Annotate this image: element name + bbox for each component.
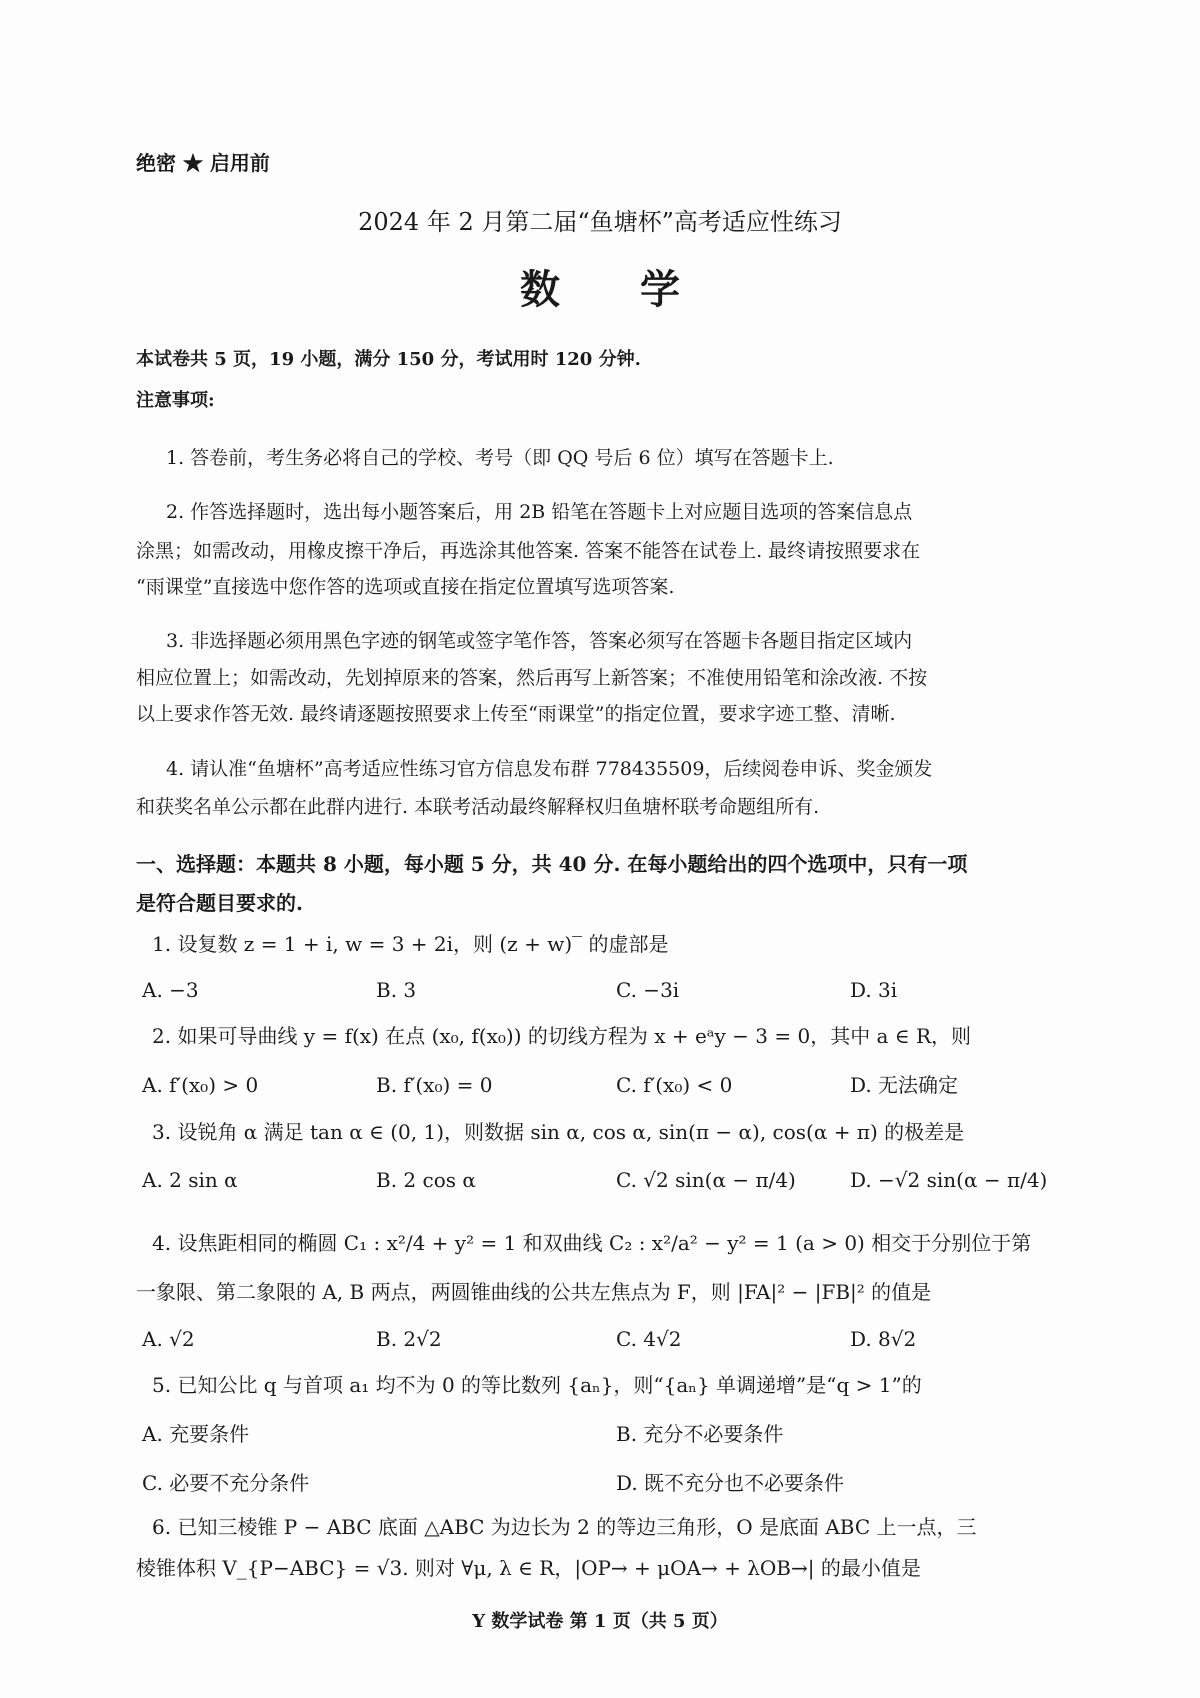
notice-line: 1. 答卷前，考生务必将自己的学校、考号（即 QQ 号后 6 位）填写在答题卡上.	[166, 447, 834, 469]
answer-option: D. 无法确定	[850, 1073, 959, 1097]
question-stem: 棱锥体积 V_{P−ABC} = √3. 则对 ∀μ, λ ∈ R，|OP→ + μOA→ + λOB→| 的最小值是	[136, 1556, 921, 1580]
answer-option: B. f′(x₀) = 0	[376, 1073, 493, 1097]
intro: 本试卷共 5 页，19 小题，满分 150 分，考试用时 120 分钟.	[136, 349, 641, 370]
question-stem: 3. 设锐角 α 满足 tan α ∈ (0, 1)，则数据 sin α, cos α, sin(π − α), cos(α + π) 的极差是	[152, 1120, 965, 1144]
section-heading: 一、选择题：本题共 8 小题，每小题 5 分，共 40 分. 在每小题给出的四个选项中，只有一项	[136, 852, 968, 876]
question-stem: 2. 如果可导曲线 y = f(x) 在点 (x₀, f(x₀)) 的切线方程为 x + eᵃy − 3 = 0，其中 a ∈ R，则	[152, 1024, 972, 1048]
answer-option: D. −√2 sin(α − π/4)	[850, 1168, 1048, 1192]
section-heading: 是符合题目要求的.	[136, 891, 303, 915]
answer-option: C. f′(x₀) < 0	[616, 1073, 733, 1097]
subject-title: 数 学	[520, 266, 680, 313]
question-stem: 6. 已知三棱锥 P − ABC 底面 △ABC 为边长为 2 的等边三角形，O 是底面 ABC 上一点，三	[152, 1515, 977, 1539]
answer-option: D. 3i	[850, 978, 898, 1002]
answer-option: A. √2	[142, 1327, 195, 1351]
answer-option: A. 2 sin α	[142, 1168, 238, 1192]
answer-option: B. 充分不必要条件	[616, 1422, 784, 1446]
answer-option: A. 充要条件	[142, 1422, 250, 1446]
question-stem: 5. 已知公比 q 与首项 a₁ 均不为 0 的等比数列 {aₙ}，则“{aₙ} 单调递增”是“q > 1”的	[152, 1373, 922, 1397]
question-stem: 1. 设复数 z = 1 + i, w = 3 + 2i，则 (z + w)‾ 的虚部是	[152, 932, 669, 956]
notice-line: 3. 非选择题必须用黑色字迹的钢笔或签字笔作答，答案必须写在答题卡各题目指定区域内	[166, 630, 913, 652]
notice-line: 以上要求作答无效. 最终请逐题按照要求上传至“雨课堂”的指定位置，要求字迹工整、清晰.	[136, 703, 896, 725]
secret-label: 绝密 ★ 启用前	[136, 151, 270, 175]
answer-option: D. 8√2	[850, 1327, 917, 1351]
answer-option: B. 2 cos α	[376, 1168, 476, 1192]
notice-line: 2. 作答选择题时，选出每小题答案后，用 2B 铅笔在答题卡上对应题目选项的答案信息点	[166, 501, 913, 523]
page-footer: Y 数学试卷 第 1 页（共 5 页）	[472, 1611, 728, 1632]
answer-option: A. f′(x₀) > 0	[142, 1073, 259, 1097]
answer-option: A. −3	[142, 978, 199, 1002]
notice-title: 注意事项:	[136, 390, 215, 411]
notice-line: 4. 请认准“鱼塘杯”高考适应性练习官方信息发布群 778435509，后续阅卷申诉、奖金颁发	[166, 758, 933, 780]
answer-option: C. √2 sin(α − π/4)	[616, 1168, 796, 1192]
question-stem: 一象限、第二象限的 A, B 两点，两圆锥曲线的公共左焦点为 F，则 |FA|² − |FB|² 的值是	[136, 1280, 932, 1304]
question-stem: 4. 设焦距相同的椭圆 C₁ : x²/4 + y² = 1 和双曲线 C₂ : x²/a² − y² = 1 (a > 0) 相交于分别位于第	[152, 1231, 1032, 1255]
notice-line: “雨课堂”直接选中您作答的选项或直接在指定位置填写选项答案.	[136, 576, 675, 598]
notice-line: 和获奖名单公示都在此群内进行. 本联考活动最终解释权归鱼塘杯联考命题组所有.	[136, 796, 820, 818]
answer-option: B. 2√2	[376, 1327, 442, 1351]
answer-option: D. 既不充分也不必要条件	[616, 1471, 845, 1495]
notice-line: 相应位置上；如需改动，先划掉原来的答案，然后再写上新答案；不准使用铅笔和涂改液. 不按	[136, 667, 928, 689]
answer-option: C. 必要不充分条件	[142, 1471, 310, 1495]
answer-option: C. 4√2	[616, 1327, 682, 1351]
exam-title: 2024 年 2 月第二届“鱼塘杯”高考适应性练习	[358, 208, 842, 236]
answer-option: B. 3	[376, 978, 417, 1002]
answer-option: C. −3i	[616, 978, 680, 1002]
notice-line: 涂黑；如需改动，用橡皮擦干净后，再选涂其他答案. 答案不能答在试卷上. 最终请按照要求在	[136, 540, 921, 562]
